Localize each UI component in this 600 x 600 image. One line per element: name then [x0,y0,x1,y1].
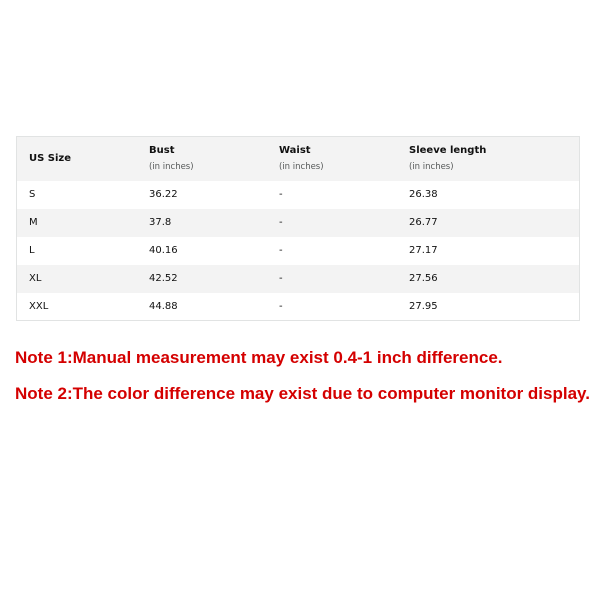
header-bust [137,137,267,181]
note-measurement: Note 1:Manual measurement may exist 0.4-1 inch difference. [15,348,503,367]
cell-waist: - [279,245,283,256]
cell-size: L [29,245,35,256]
header-us-size-label: US Size [29,153,72,165]
cell-size: XL [29,273,42,284]
table-row [17,265,580,293]
cell-waist: - [279,273,283,284]
cell-size: XXL [29,300,49,312]
size-chart-table [16,136,580,321]
table-row [17,209,580,237]
notes-section [15,348,595,420]
cell-bust: 36.22 [149,189,178,200]
header-bust-unit: (in inches) [149,162,194,173]
header-sleeve-unit: (in inches) [409,162,454,173]
note-color-difference: Note 2:The color difference may exist due to computer monitor display. [15,384,590,403]
cell-size: M [29,217,38,228]
cell-bust: 40.16 [149,245,178,256]
cell-sleeve: 26.77 [409,217,438,228]
header-us-size [17,137,138,181]
header-sleeve-length [397,137,580,181]
cell-sleeve: 27.95 [409,300,438,312]
header-bust-label: Bust [149,145,175,157]
table-row [17,293,580,321]
cell-waist: - [279,217,283,228]
cell-waist: - [279,300,283,312]
table-row [17,181,580,209]
header-sleeve-label: Sleeve length [409,145,487,157]
cell-sleeve: 27.56 [409,273,438,284]
header-waist-label: Waist [279,145,311,157]
cell-waist: - [279,189,283,200]
table-row [17,237,580,265]
table-header-row [17,137,580,181]
cell-bust: 42.52 [149,273,178,284]
cell-size: S [29,189,36,200]
header-waist [267,137,397,181]
cell-sleeve: 27.17 [409,245,438,256]
cell-sleeve: 26.38 [409,189,438,200]
cell-bust: 44.88 [149,300,178,312]
header-waist-unit: (in inches) [279,162,324,173]
cell-bust: 37.8 [149,217,172,228]
